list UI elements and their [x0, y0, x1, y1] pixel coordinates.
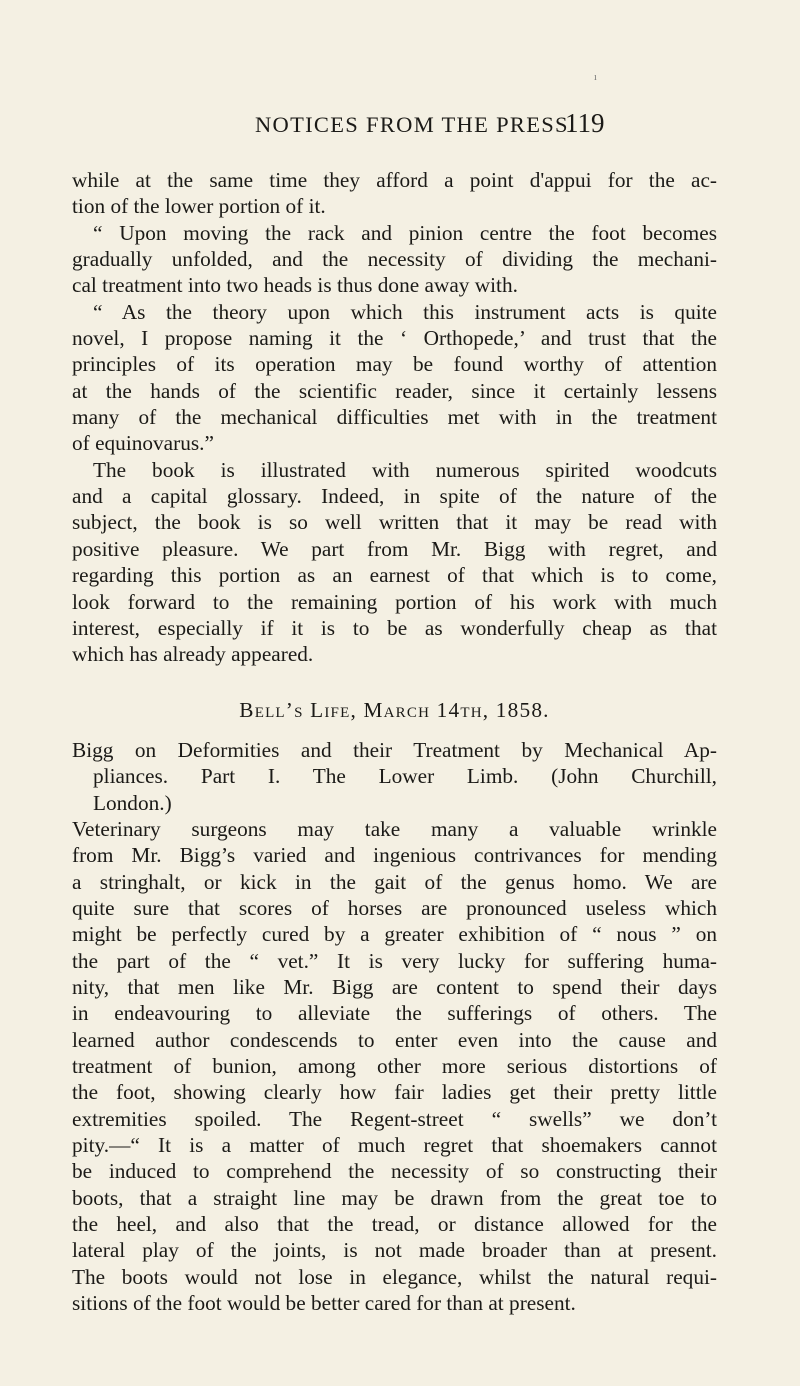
text-line: interest, especially if it is to be as wonderfully cheap as that: [72, 615, 717, 640]
text-line: a stringhalt, or kick in the gait of the genus homo. We are: [72, 869, 717, 894]
text-line: the foot, showing clearly how fair ladies get their pretty little: [72, 1080, 717, 1105]
citation-line: London.): [93, 790, 172, 815]
corner-mark: ı: [594, 72, 597, 83]
text-line: tion of the lower portion of it.: [72, 194, 326, 219]
text-line: of equinovarus.”: [72, 431, 214, 456]
text-line: cal treatment into two heads is thus done away with.: [72, 273, 518, 298]
text-line: gradually unfolded, and the necessity of dividing the mechani-: [72, 247, 717, 272]
text-line: while at the same time they afford a point d'appui for the ac-: [72, 168, 717, 192]
text-line: nity, that men like Mr. Bigg are content to spend their days: [72, 974, 717, 999]
text-line: “ Upon moving the rack and pinion centre the foot becomes: [93, 220, 717, 245]
text-line: the heel, and also that the tread, or distance allowed for the: [72, 1212, 717, 1237]
text-line: Veterinary surgeons may take many a valuable wrinkle: [72, 816, 717, 841]
text-line: lateral play of the joints, is not made broader than at present.: [72, 1238, 717, 1263]
running-title: NOTICES FROM THE PRESS.: [255, 112, 576, 137]
text-line: which has already appeared.: [72, 642, 314, 667]
text-line: positive pleasure. We part from Mr. Bigg with regret, and: [72, 536, 717, 561]
text-line: in endeavouring to alleviate the sufferings of others. The: [72, 1001, 717, 1026]
page-number: 119: [565, 108, 605, 138]
text-line: quite sure that scores of horses are pronounced useless which: [72, 895, 717, 920]
citation-line: pliances. Part I. The Lower Limb. (John Churchill,: [93, 764, 717, 789]
citation-line: Bigg on Deformities and their Treatment by Mechanical Ap-: [72, 737, 717, 762]
text-line: sitions of the foot would be better cared for than at present.: [72, 1291, 576, 1316]
text-line: principles of its operation may be found worthy of attention: [72, 352, 717, 377]
text-line: many of the mechanical difficulties met with in the treatment: [72, 405, 717, 430]
text-line: boots, that a straight line may be drawn from the great toe to: [72, 1185, 717, 1210]
section-heading: Bell’s Life, March 14th, 1858.: [239, 697, 550, 722]
text-line: learned author condescends to enter even into the cause and: [72, 1027, 717, 1052]
text-line: might be perfectly cured by a greater exhibition of “ nous ” on: [72, 922, 717, 947]
text-line: look forward to the remaining portion of his work with much: [72, 589, 717, 614]
text-line: The boots would not lose in elegance, whilst the natural requi-: [72, 1264, 717, 1289]
text-line: be induced to comprehend the necessity of so constructing their: [72, 1159, 717, 1184]
text-line: extremities spoiled. The Regent-street “ swells” we don’t: [72, 1106, 717, 1131]
text-line: and a capital glossary. Indeed, in spite of the nature of the: [72, 484, 717, 509]
text-line: “ As the theory upon which this instrument acts is quite: [93, 299, 717, 324]
text-line: novel, I propose naming it the ‘ Orthopede,’ and trust that the: [72, 326, 717, 351]
text-line: at the hands of the scientific reader, since it certainly lessens: [72, 378, 717, 403]
text-line: the part of the “ vet.” It is very lucky for suffering huma-: [72, 948, 717, 973]
text-line: subject, the book is so well written that it may be read with: [72, 510, 717, 535]
text-line: treatment of bunion, among other more serious distortions of: [72, 1054, 717, 1078]
text-line: The book is illustrated with numerous spirited woodcuts: [93, 457, 717, 482]
text-line: pity.—“ It is a matter of much regret that shoemakers cannot: [72, 1133, 717, 1158]
text-line: regarding this portion as an earnest of that which is to come,: [72, 563, 717, 588]
page-body: [72, 167, 717, 1316]
text-line: from Mr. Bigg’s varied and ingenious contrivances for mending: [72, 843, 717, 868]
page-header: [0, 108, 800, 152]
